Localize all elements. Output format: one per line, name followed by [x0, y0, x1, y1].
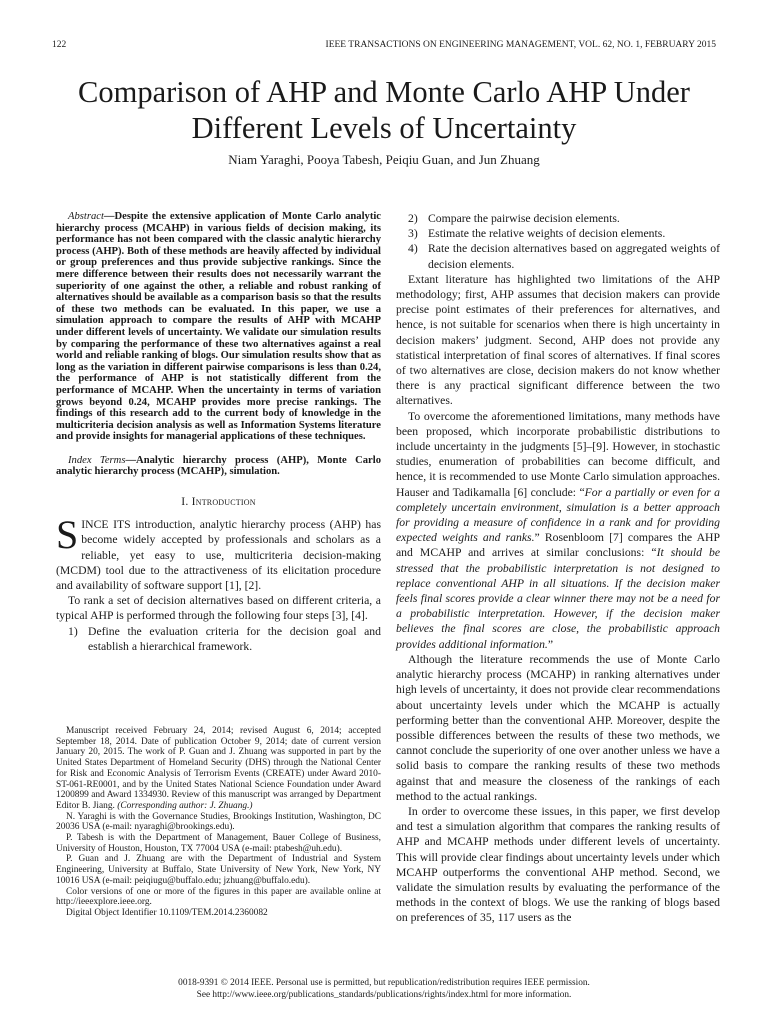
intro-paragraph-6: In order to overcome these issues, in this paper, we first develop and test a simulation algorithm that compares the ranking results of AHP and MCAHP methods under different levels of uncertainty. This will provide clear findings about uncertainty levels under which MCAHP outperforms the conventional AHP method. Second, we validate the simulation results by evaluating the performance of the methods in the context of blogs. We use the ranking of blogs based on preferences of 35, 117 users as the	[396, 804, 720, 925]
list-item-text: Rate the decision alternatives based on aggregated weights of decision elements.	[428, 242, 720, 271]
footnote-affiliation-yaraghi: N. Yaraghi is with the Governance Studies, Brookings Institution, Washington, DC 20036 USA (e-mail: nyaraghi@brookings.edu).	[56, 811, 381, 833]
ahp-steps-list-part-1	[56, 624, 381, 654]
right-column	[396, 211, 720, 926]
title-line-1: Comparison of AHP and Monte Carlo AHP Under	[78, 75, 690, 109]
list-item	[396, 226, 720, 241]
footnote-text: Manuscript received February 24, 2014; revised August 6, 2014; accepted September 18, 2014. Date of publication October 9, 2014; date of current version January 20, 2015. The work of P. Guan and J. Zhuang was supported in part by the United States Department of Homeland Security (DHS) through the National Center for Risk and Economic Analysis of Terrorism Events (CREATE) under Award 2010-ST-061-RE0001, and by the United States National Science Foundation under Award 1200899 and Award 1334930. Review of this manuscript was arranged by Department Editor B. Jiang.	[56, 726, 381, 811]
journal-header: IEEE TRANSACTIONS ON ENGINEERING MANAGEMENT, VOL. 62, NO. 1, FEBRUARY 2015	[325, 40, 716, 50]
paper-title	[40, 74, 728, 146]
abstract-lead: Abstract	[68, 211, 104, 222]
ahp-steps-list-part-2	[396, 211, 720, 272]
footnotes	[56, 726, 381, 919]
author-list: Niam Yaraghi, Pooya Tabesh, Peiqiu Guan, and Jun Zhuang	[228, 152, 540, 167]
left-column	[56, 211, 381, 654]
list-number: 2)	[408, 212, 418, 225]
intro-paragraph-1-text: introduction, analytic hierarchy process (AHP) has become widely accepted by professionals and scholars as a reliable, yet easy to use, multicriteria decision-making (MCDM) tool due to the attractiveness of its elicitation procedure and availability of software support [1], [2].	[56, 518, 381, 593]
intro-paragraph-2: To rank a set of decision alternatives based on different criteria, a typical AHP is performed through the following four steps [3], [4].	[56, 594, 381, 623]
footnote-affiliation-tabesh: P. Tabesh is with the Department of Management, Bauer College of Business, University of Houston, Houston, TX 77004 USA (e-mail: ptabesh@uh.edu).	[56, 833, 381, 854]
paragraph-text: To overcome the aforementioned limitations, many methods have been proposed, which incorporate probabilistic distributions to include uncertainty in the judgments [5]–[9]. However, in stochastic studies, enumeration of probabilities can become difficult, and hence, it is recommended to use Monte Carlo simulation approaches. Hauser and Tadikamalla [6] conclude: “	[396, 409, 720, 499]
footnote-affiliation-guan-zhuang: P. Guan and J. Zhuang are with the Department of Industrial and System Engineering, University at Buffalo, State University of New York, New York, NY 10016 USA (e-mail: peiqiugu@buffalo.edu; jzhuang@buffalo.edu).	[56, 854, 381, 886]
hauser-quote: For a partially or even for a completely uncertain environment, simulation is a better approach for providing a measure of confidence in a rank and for providing expected weights and ranks.	[396, 485, 720, 545]
list-number: 4)	[408, 242, 418, 256]
page-number: 122	[52, 40, 67, 50]
index-terms	[56, 455, 381, 478]
list-item	[396, 211, 720, 226]
list-item-text: Define the evaluation criteria for the decision goal and establish a hierarchical framework.	[88, 624, 381, 653]
list-item	[56, 624, 381, 654]
rosenbloom-quote: It should be stressed that the probabilistic interpretation is not designed to replace conventional AHP in all situations. If the decision maker feels final scores provide a clear winner there may not be a need for a probabilistic interpretation. However, if the decision maker believes the final scores are close, the probabilistic approach provides additional information.	[396, 546, 721, 651]
footnote-doi: Digital Object Identifier 10.1109/TEM.2014.2360082	[66, 907, 268, 918]
list-item-text: Compare the pairwise decision elements.	[428, 212, 620, 225]
intro-paragraph-4	[396, 409, 720, 652]
abstract-body: —Despite the extensive application of Monte Carlo analytic hierarchy process (MCAHP) in various fields of decision making, its performance has not been compared with the classic analytic hierarchy process (AHP). Both of these methods are heavily affected by individual or group preferences and thus provide subjective rankings. Since the mere difference between their results does not necessarily warrant the superiority of one against the other, a reliable and robust ranking of alternatives should be available as a comparison basis so that the results of these two methods can be evaluated. In this paper, we use a simulation approach to compare the results of AHP with MCAHP under different levels of uncertainty. We validate our simulation results by comparing the performance of these two alternatives against a real world and reliable ranking of blogs. Our simulation results show that as long as the variation in different pairwise comparisons is less than 0.24, the performance of AHP is not statistically different from the performance of MCAHP. When the uncertainty in terms of variation grows beyond 0.24, MCAHP provides more precise rankings. The findings of this research add to the current body of knowledge in the multicriteria decision analysis as well as Information Systems literature and provide insights for managerial applications of these techniques.	[56, 211, 381, 443]
intro-paragraph-5: Although the literature recommends the use of Monte Carlo analytic hierarchy process (MCAHP) in ranking alternatives under high levels of uncertainty, it does not provide clear recommendations about uncertainty levels under which the MCAHP is actually performing better than the conventional AHP. Moreover, despite the possible differences between the results of these two methods, we cannot conclude the superiority of one over another unless we have a solid basis to compare the ranking results of these two methods against that and measure the closeness of the rankings of each method to the actual rankings.	[396, 652, 720, 803]
corresponding-author-note: (Corresponding author: J. Zhuang.)	[117, 800, 253, 811]
list-item-text: Estimate the relative weights of decision elements.	[428, 227, 666, 241]
index-terms-body: —Analytic hierarchy process (AHP), Monte Carlo analytic hierarchy process (MCAHP), simulation.	[56, 454, 381, 478]
section-number: I.	[181, 495, 189, 509]
rights-link-line: See http://www.ieee.org/publications_standards/publications/rights/index.html for more information.	[196, 990, 572, 1000]
list-number: 1)	[68, 624, 78, 638]
intro-paragraph-1	[56, 512, 381, 593]
footnote-color-versions: Color versions of one or more of the figures in this paper are available online at http://ieeexplore.ieee.org.	[56, 886, 381, 908]
section-title: Introduction	[191, 495, 256, 509]
intro-paragraph-3: Extant literature has highlighted two limitations of the AHP methodology; first, AHP assumes that decision makers can provide precise point estimates of their preferences for alternatives, and hence, is not suitable for scenarios when there is high uncertainty in decision makers’ judgment. Second, AHP does not provide any statistical interpretation of final scores of alternatives. If final scores of two alternatives are close, decision makers do not know whether there is any practical significant difference between the two alternatives.	[396, 272, 720, 408]
abstract	[56, 211, 381, 443]
paragraph-text: ”	[547, 637, 554, 651]
paragraph-text: ” Rosenbloom [7] compares the AHP and MCAHP and arrives at similar conclusions: “	[396, 531, 720, 560]
copyright-footer	[0, 977, 768, 1001]
drop-cap: S	[56, 512, 79, 558]
footnote-manuscript	[56, 726, 381, 812]
copyright-line: 0018-9391 © 2014 IEEE. Personal use is permitted, but republication/redistribution requires IEEE permission.	[178, 978, 590, 988]
index-terms-lead: Index Terms	[68, 454, 126, 466]
section-heading	[56, 494, 381, 509]
list-item	[396, 241, 720, 271]
list-number: 3)	[408, 227, 418, 241]
intro-lead-in: INCE ITS	[81, 518, 131, 532]
title-line-2: Different Levels of Uncertainty	[191, 111, 577, 145]
